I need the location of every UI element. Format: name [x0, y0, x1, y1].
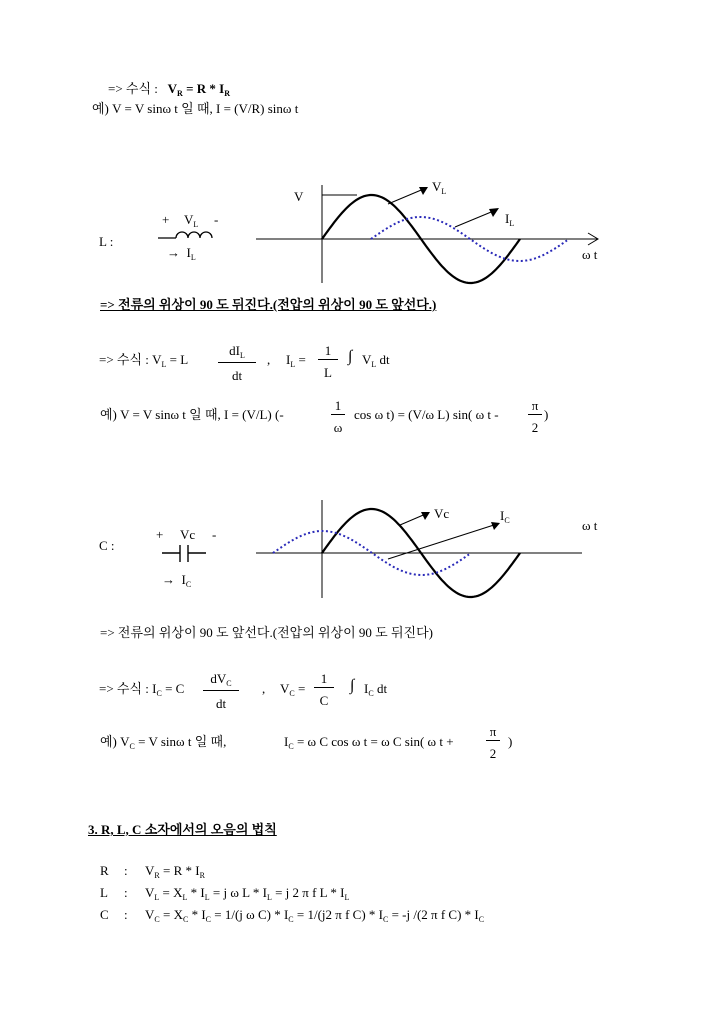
l-graph-vl: $V_L$: [432, 179, 447, 196]
l-v-label: $V_L$: [184, 212, 199, 229]
c-plus: +: [156, 527, 164, 542]
c-graph-ic: $I_C$: [500, 508, 510, 525]
r-formula-v: V: [167, 81, 178, 96]
c-example-rhs: $I_C = \omega$ C cos ω t = ω C sin( ω t +: [284, 734, 454, 751]
c-v-label: Vc: [180, 527, 196, 542]
l-current-label: → $I_L$: [167, 245, 196, 262]
ohm-row-expression: $V_R = R * I_R$: [145, 863, 205, 880]
l-frac-1-l: $\frac{1}{L}$: [318, 344, 338, 379]
l-example-frac2: $\frac{\pi}{2}$: [528, 399, 542, 434]
l-integral-icon: ∫: [348, 348, 353, 365]
ohm-row-colon: :: [124, 885, 128, 900]
ohm-row-colon: :: [124, 863, 128, 878]
c-minus: -: [212, 527, 217, 542]
c-vc-arrowhead: [421, 512, 430, 520]
l-formula-prefix: => 수식 : $V_L = L$: [99, 352, 189, 369]
l-example-part1: 예) V = V sinω t 일 때, I = (V/L) (-: [100, 407, 284, 422]
l-graph-v: V: [294, 189, 304, 204]
l-integrand: $V_L$ dt: [362, 352, 390, 369]
ohm-row-symbol: R: [100, 863, 109, 878]
ohm-row-expression: $V_L = X_L * I_L = j$ ω $L * I_L = j$ 2 π f L * $I_L$: [145, 885, 350, 902]
l-i-eq: $I_L$ =: [286, 352, 306, 369]
r-example-line: 예) V = V sinω t 일 때, I = (V/R) sinω t: [92, 101, 299, 116]
c-integral-icon: ∫: [350, 677, 355, 694]
l-example-frac: $\frac{1}{\omega}$: [331, 399, 345, 434]
c-example-line: 예) $V_C = V$ sinω t 일 때,: [100, 734, 227, 751]
l-arrow-icon: →: [167, 245, 180, 260]
l-label: L :: [99, 234, 114, 249]
l-minus: -: [214, 212, 219, 227]
c-formula-comma: ,: [262, 681, 266, 696]
c-example-frac: $\frac{\pi}{2}$: [486, 725, 500, 760]
l-phase-statement: => 전류의 위상이 90 도 뒤진다.(전압의 위상이 90 도 앞선다.): [100, 297, 437, 312]
l-graph-il: $I_L$: [505, 211, 515, 228]
c-frac-1-c: $\frac{1}{C}$: [314, 672, 334, 707]
c-frac-dvc-dt: $dV_C$ dt: [203, 672, 239, 710]
c-current-label: → $I_C$: [162, 572, 192, 589]
c-arrow-icon: →: [162, 572, 175, 587]
r-formula-line: => 수식 : $V_R = R * I_R$: [108, 81, 230, 98]
ohm-row-symbol: L: [100, 885, 108, 900]
c-example-close: ): [508, 734, 513, 749]
r-formula-eq: = R * I: [186, 81, 225, 96]
ohm-row-colon: :: [124, 907, 128, 922]
c-formula-prefix: => 수식 : $I_C = C$: [99, 681, 185, 698]
ohm-row-symbol: C: [100, 907, 109, 922]
ohm-heading: 3. R, L, C 소자에서의 오음의 법칙: [88, 822, 277, 837]
l-formula-comma: ,: [267, 352, 271, 367]
l-plus: +: [162, 212, 170, 227]
l-example-part2: cos ω t) = (V/ω L) sin( ω t -: [354, 407, 499, 422]
r-formula-prefix: => 수식 :: [108, 81, 158, 96]
l-example-close: ): [544, 407, 549, 422]
l-frac-dil-dt: $dI_L$ dt: [218, 344, 256, 382]
c-phase-statement: => 전류의 위상이 90 도 앞선다.(전압의 위상이 90 도 뒤진다): [100, 625, 433, 640]
c-graph-wt: ω t: [582, 518, 598, 533]
ohm-row-expression: $V_C = X_C * I_C = 1/(j$ ω $C) * I_C = 1/(j2$ π f $C) * I_C = -j$ /(2 π f $C) * I_C$: [145, 907, 485, 924]
c-v-eq: $V_C$ =: [280, 681, 306, 698]
c-integrand: $I_C$ dt: [364, 681, 388, 698]
c-graph-vc: Vc: [434, 506, 450, 521]
c-label: C :: [99, 538, 115, 553]
l-graph-wt: ω t: [582, 247, 598, 262]
capacitor-icon: [162, 545, 206, 562]
